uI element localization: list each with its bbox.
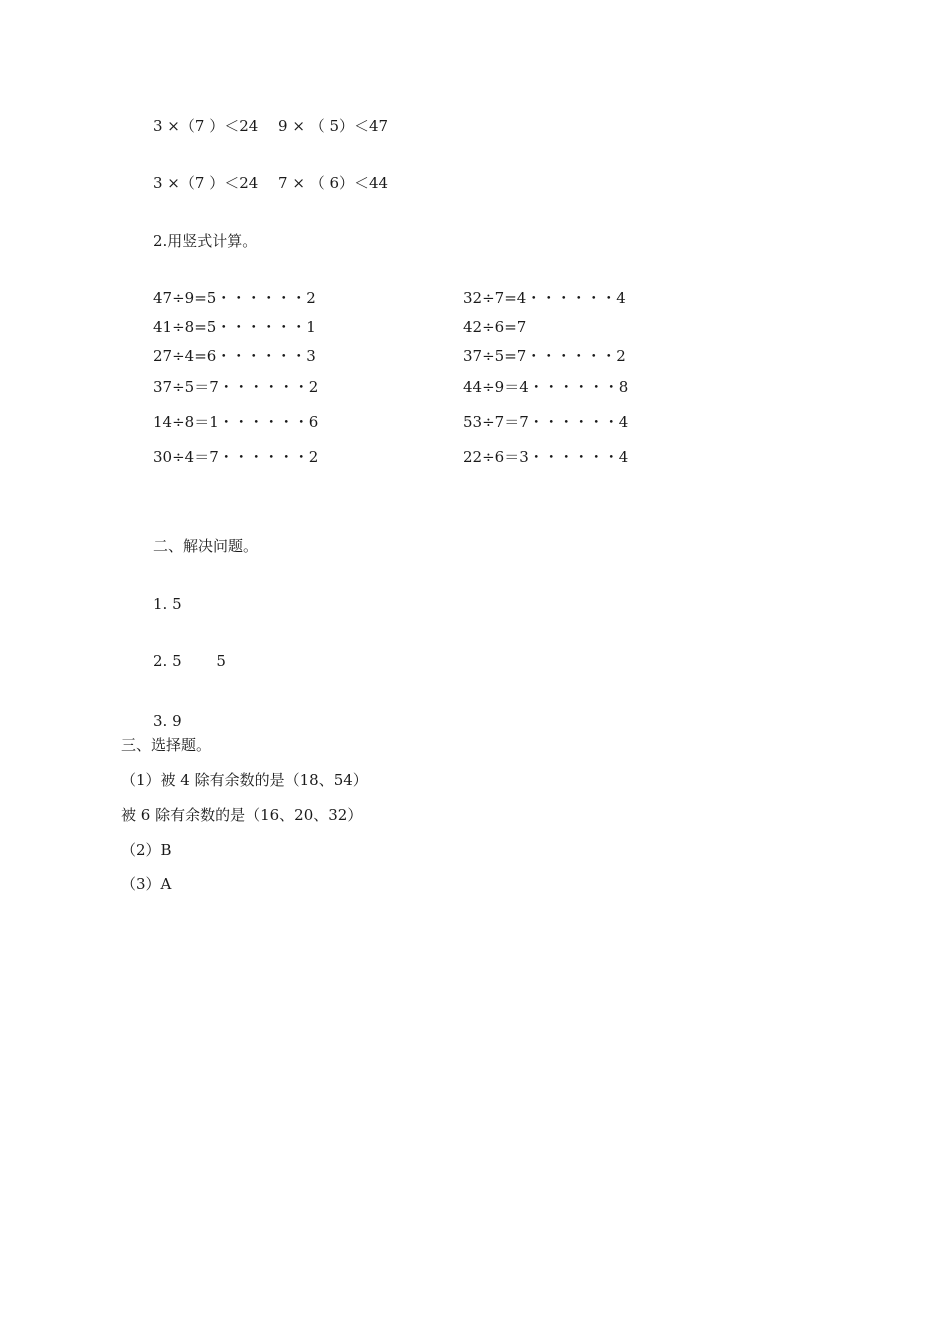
- division-right-2: 42÷6=7: [463, 318, 527, 336]
- division-right-6: 22÷6＝3・・・・・・4: [463, 448, 629, 466]
- section-2-title: 二、解决问题。: [153, 537, 259, 555]
- choice-answer-3: （3）A: [121, 875, 172, 893]
- division-left-3: 27÷4=6・・・・・・3: [153, 347, 316, 365]
- question-2-title: 2.用竖式计算。: [153, 232, 258, 250]
- problem-answer-1: 1. 5: [153, 595, 182, 613]
- inequality-line-2: 3 ×（7 ）＜24 7 × （ 6）＜44: [153, 174, 389, 192]
- division-left-4: 37÷5＝7・・・・・・2: [153, 378, 319, 396]
- section-3-title: 三、选择题。: [121, 736, 212, 754]
- division-left-1: 47÷9=5・・・・・・2: [153, 289, 316, 307]
- inequality-line-1: 3 ×（7 ）＜24 9 × （ 5）＜47: [153, 117, 389, 135]
- division-left-5: 14÷8＝1・・・・・・6: [153, 413, 319, 431]
- division-right-4: 44÷9＝4・・・・・・8: [463, 378, 629, 396]
- choice-answer-1a: （1）被 4 除有余数的是（18、54）: [121, 771, 368, 789]
- division-left-6: 30÷4＝7・・・・・・2: [153, 448, 319, 466]
- problem-answer-3: 3. 9: [153, 712, 182, 730]
- division-left-2: 41÷8=5・・・・・・1: [153, 318, 316, 336]
- choice-answer-2: （2）B: [121, 841, 172, 859]
- division-right-1: 32÷7=4・・・・・・4: [463, 289, 626, 307]
- choice-answer-1b: 被 6 除有余数的是（16、20、32）: [121, 806, 363, 824]
- division-right-5: 53÷7＝7・・・・・・4: [463, 413, 629, 431]
- problem-answer-2: 2. 5 5: [153, 652, 226, 670]
- division-right-3: 37÷5=7・・・・・・2: [463, 347, 626, 365]
